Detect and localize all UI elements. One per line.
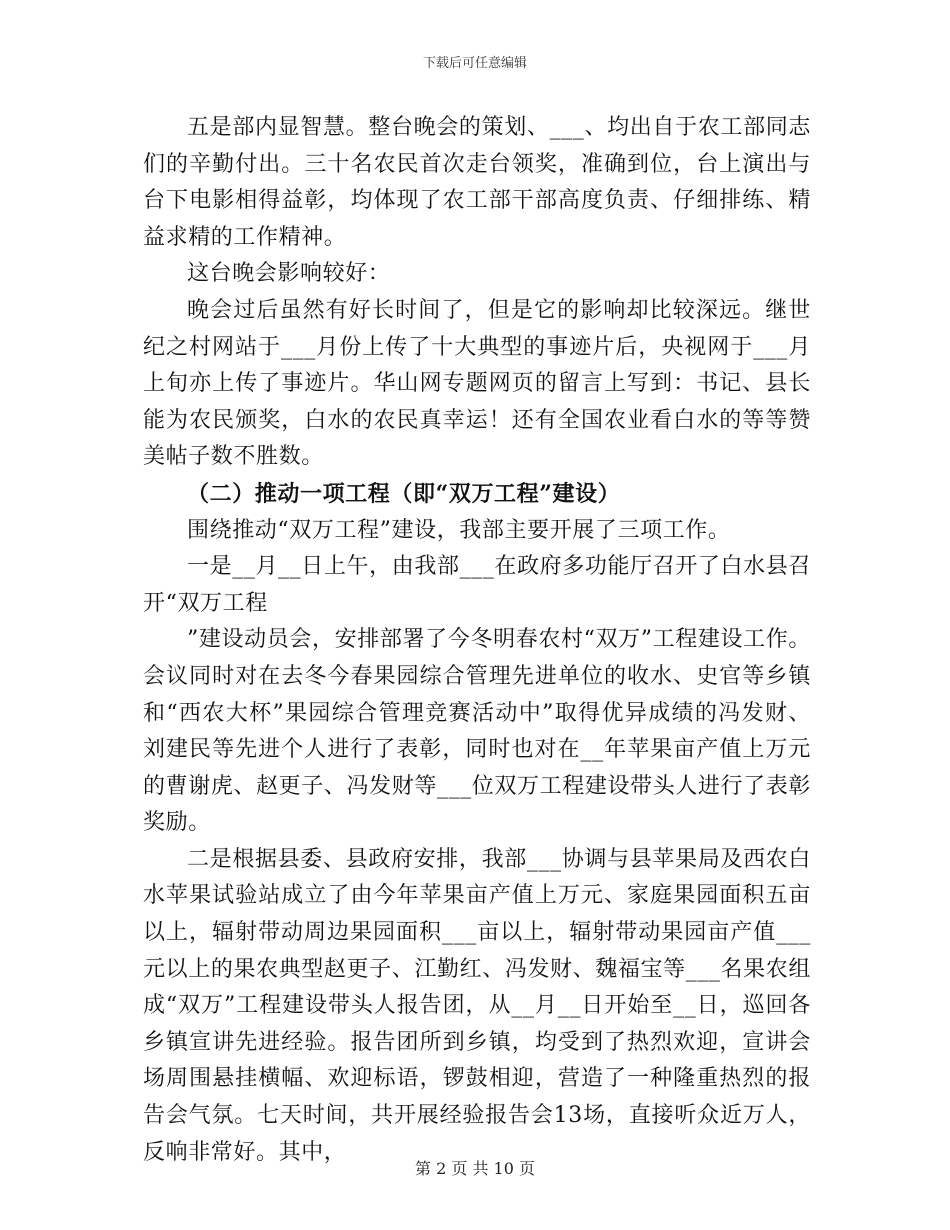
- paragraph-impact: 晚会过后虽然有好长时间了，但是它的影响却比较深远。继世纪之村网站于___月份上传了十大典型的事迹片后，央视网于___月上旬亦上传了事迹片。华山网专题网页的留言上写到：书记、县长能为农民颁奖，白水的农民真幸运！还有全国农业看白水的等等赞美帖子数不胜数。: [143, 297, 811, 470]
- paragraph-task-one: 一是__月__日上午，由我部___在政府多功能厅召开了白水县召开“双万工程: [143, 554, 811, 616]
- paragraph-task-two: 二是根据县委、县政府安排，我部___协调与县苹果局及西农白水苹果试验站成立了由今年苹果亩产值上万元、家庭果园面积五亩以上，辐射带动周边果园面积___亩以上，辐射带动果园亩产值___元以上的果农典型赵更子、江勤红、冯发财、魏福宝等___名果农组成“双万”工程建设带头人报告团，从__月__日开始至__日，巡回各乡镇宣讲先进经验。报告团所到乡镇，均受到了热烈欢迎，宣讲会场周围悬挂横幅、欢迎标语，锣鼓相迎，营造了一种隆重热烈的报告会气氛。七天时间，共开展经验报告会13场，直接听众近万人，反响非常好。其中，: [143, 846, 811, 1165]
- paragraph-three-tasks: 围绕推动“双万工程”建设，我部主要开展了三项工作。: [187, 517, 731, 543]
- page-footer: 第 2 页 共 10 页: [415, 1159, 535, 1178]
- paragraph-impact-intro: 这台晚会影响较好：: [187, 261, 391, 287]
- paragraph-wisdom: 五是部内显智慧。整台晚会的策划、___、均出自于农工部同志们的辛勤付出。三十名农民首次走台领奖，准确到位，台上演出与台下电影相得益彰，均体现了农工部干部高度负责、仔细排练、精益求精的工作精神。: [143, 115, 811, 250]
- paragraph-task-one-cont: ”建设动员会，安排部署了今冬明春农村“双万”工程建设工作。会议同时对在去冬今春果园综合管理先进单位的收水、史官等乡镇和“西农大杯”果园综合管理竞赛活动中”取得优异成绩的冯发财、刘建民等先进个人进行了表彰，同时也对在__年苹果亩产值上万元的曹谢虎、赵更子、冯发财等___位双万工程建设带头人进行了表彰奖励。: [143, 627, 811, 836]
- section-heading: （二）推动一项工程（即“双万工程”建设）: [187, 480, 621, 507]
- page-header: 下载后可任意编辑: [422, 56, 527, 71]
- body-text: [143, 110, 811, 1171]
